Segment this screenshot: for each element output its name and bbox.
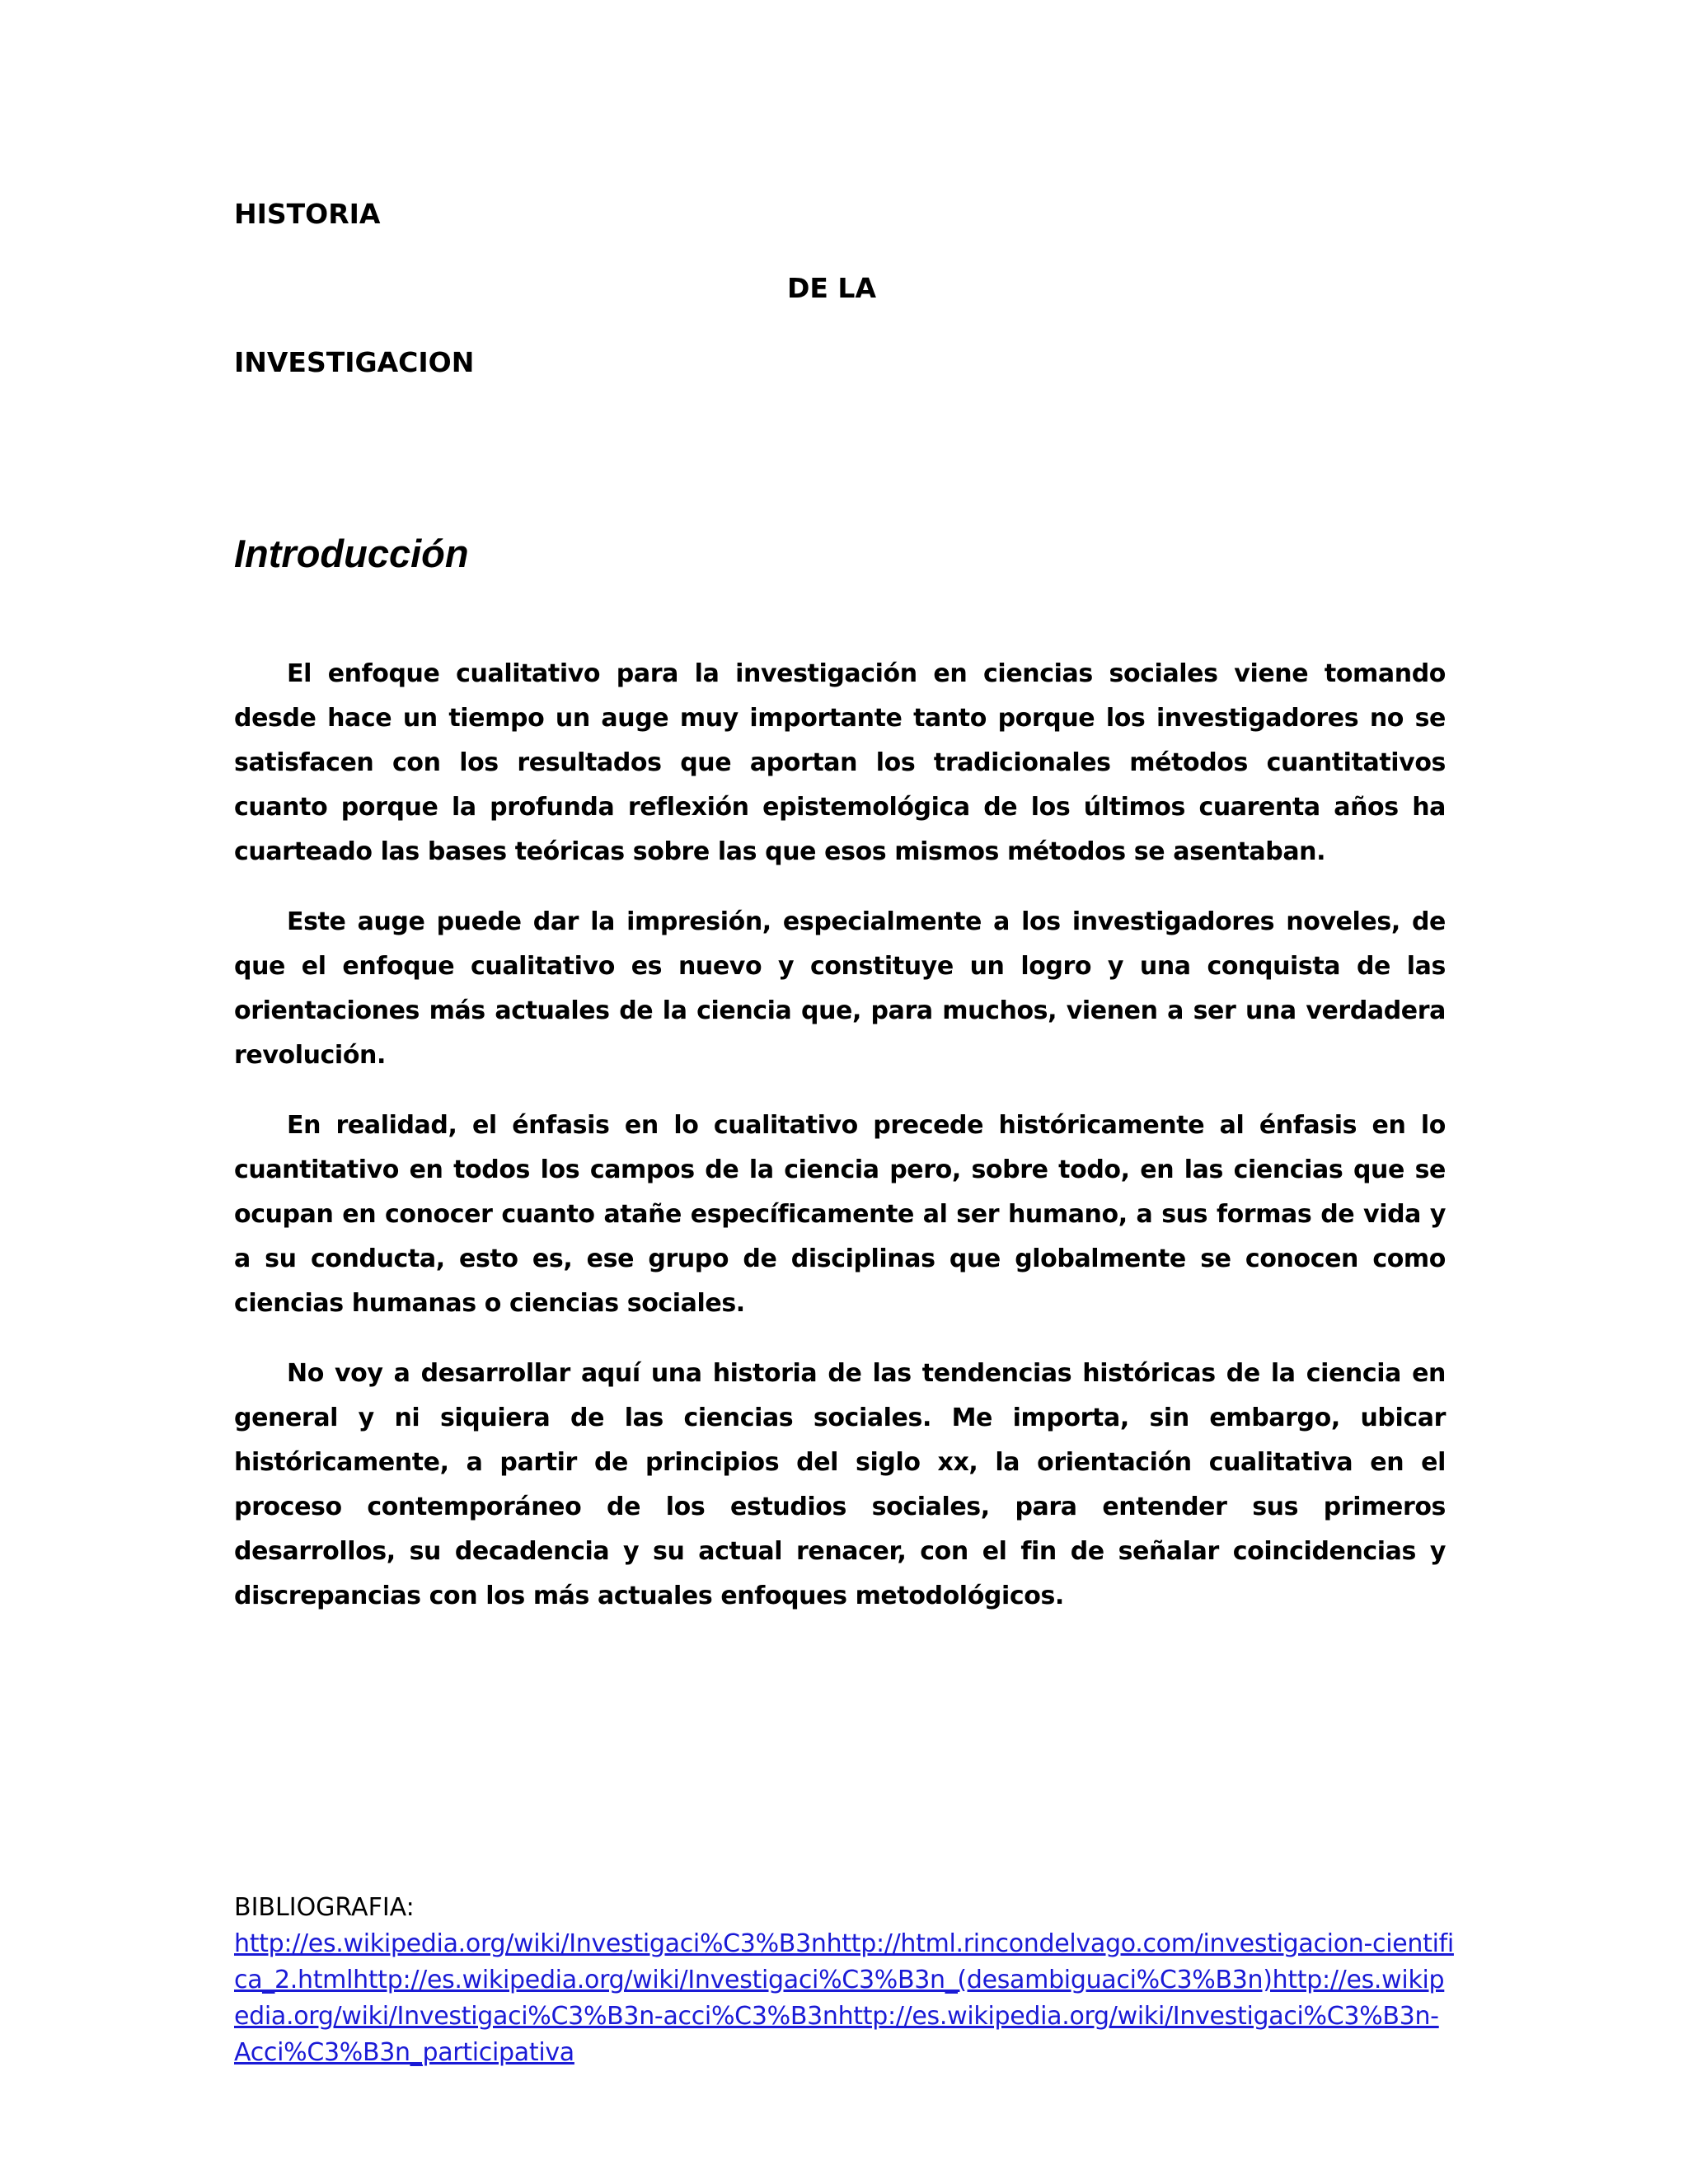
title-line-investigacion: INVESTIGACION [234, 346, 475, 378]
bibliography [234, 1890, 1454, 2071]
section-heading-introduccion: Introducción [234, 532, 469, 575]
paragraph-1: El enfoque cualitativo para la investigación en ciencias sociales viene tomando desde hace un tiempo un auge muy importante tanto porque los investigadores no se satisfacen con los resultados que aportan los tradicionales métodos cuantitativos cuanto porque la profunda reflexión epistemológica de los últimos cuarenta años ha cuarteado las bases teóricas sobre las que esos mismos métodos se asentaban. [234, 659, 1446, 866]
bibliography-label: BIBLIOGRAFIA: [234, 1893, 415, 1922]
paragraph-3: En realidad, el énfasis en lo cualitativo precede históricamente al énfasis en lo cuantitativo en todos los campos de la ciencia pero, sobre todo, en las ciencias que se ocupan en conocer cuanto atañe específicamente al ser humano, a sus formas de vida y a su conducta, esto es, ese grupo de disciplinas que globalmente se conocen como ciencias humanas o ciencias sociales. [234, 1111, 1446, 1318]
title-line-de-la: DE LA [787, 272, 876, 304]
paragraph-4: No voy a desarrollar aquí una historia de las tendencias históricas de la ciencia en general y ni siquiera de las ciencias sociales. Me importa, sin embargo, ubicar históricamente, a partir de principios del siglo xx, la orientación cualitativa en el proceso contemporáneo de los estudios sociales, para entender sus primeros desarrollos, su decadencia y su actual renacer, con el fin de señalar coincidencias y discrepancias con los más actuales enfoques metodológicos. [234, 1359, 1446, 1610]
body-text [234, 652, 1446, 1644]
paragraph-2: Este auge puede dar la impresión, especialmente a los investigadores noveles, de que el enfoque cualitativo es nuevo y constituye un logro y una conquista de las orientaciones más actuales de la ciencia que, para muchos, vienen a ser una verdadera revolución. [234, 907, 1446, 1070]
title-line-historia: HISTORIA [234, 198, 381, 230]
bibliography-links[interactable]: http://es.wikipedia.org/wiki/Investigaci%C3%B3nhttp://html.rincondelvago.com/investigacion-cientifica_2.htmlhttp://es.wikipedia.org/wiki/Investigaci%C3%B3n_(desambiguaci%C3%B3n)http://es.wikipedia.org/wiki/Investigaci%C3%B3n-acci%C3%B3nhttp://es.wikipedia.org/wiki/Investigaci%C3%B3n-Acci%C3%B3n_participativa [234, 1929, 1454, 2067]
